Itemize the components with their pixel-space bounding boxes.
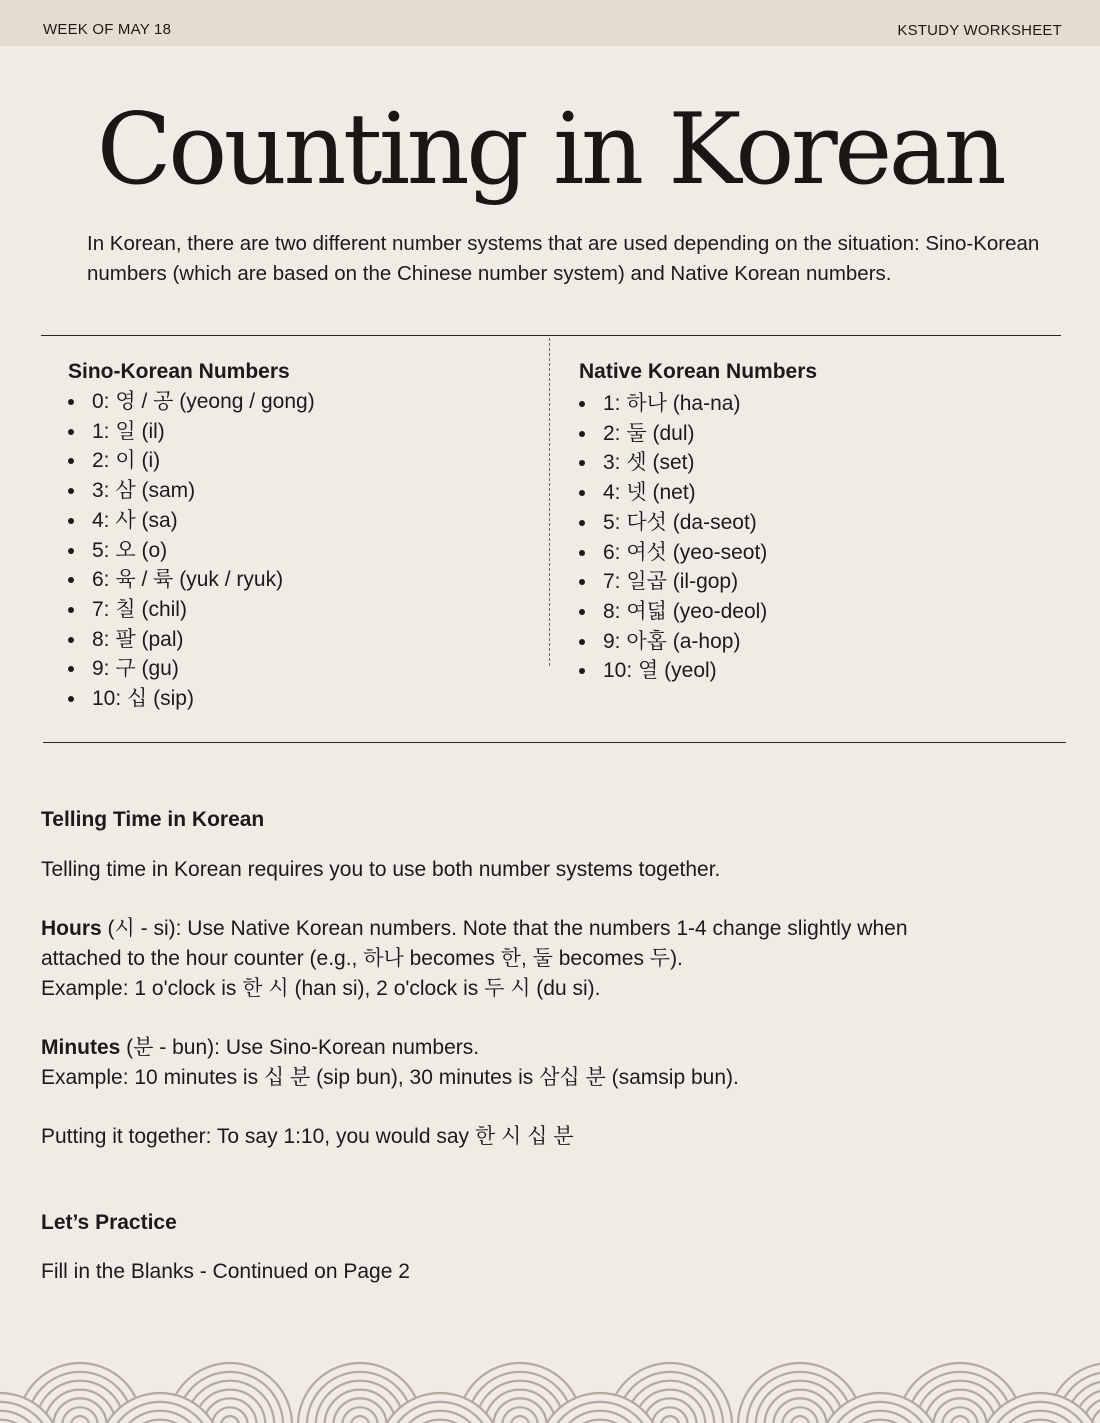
- page-title: Counting in Korean: [96, 93, 1004, 207]
- telling-time-intro: Telling time in Korean requires you to use both number systems together.: [41, 858, 721, 881]
- list-item: 2: 이 (i): [68, 446, 315, 476]
- native-korean-heading: Native Korean Numbers: [579, 360, 818, 383]
- list-item: 9: 구 (gu): [68, 654, 315, 684]
- minutes-paragraph: [41, 1033, 1041, 1093]
- list-item: 7: 칠 (chil): [68, 595, 315, 625]
- minutes-label: Minutes: [41, 1036, 121, 1059]
- bullet: [579, 668, 585, 674]
- header-band: [0, 0, 1100, 46]
- telling-time-heading: Telling Time in Korean: [41, 808, 265, 831]
- bullet: [579, 550, 585, 556]
- practice-heading: Let’s Practice: [41, 1211, 177, 1234]
- hours-line-1: Hours (시 - si): Use Native Korean numbers. Note that the numbers 1-4 change slightly when: [41, 917, 908, 940]
- minutes-example: Example: 10 minutes is 십 분 (sip bun), 30 minutes is 삼십 분 (samsip bun).: [41, 1066, 739, 1089]
- bullet: [68, 548, 74, 554]
- bullet: [579, 431, 585, 437]
- hours-label: Hours: [41, 917, 102, 940]
- list-item: 10: 열 (yeol): [579, 656, 817, 686]
- bullet: [579, 401, 585, 407]
- bullet: [579, 460, 585, 466]
- list-item: 7: 일곱 (il-gop): [579, 567, 817, 597]
- column-divider: [549, 338, 550, 666]
- bullet: [68, 696, 74, 702]
- list-item: 10: 십 (sip): [68, 684, 315, 714]
- list-item: 1: 일 (il): [68, 417, 315, 447]
- bullet: [68, 429, 74, 435]
- bullet: [68, 607, 74, 613]
- list-item: 4: 넷 (net): [579, 478, 817, 508]
- top-divider: [41, 335, 1061, 336]
- list-item: 3: 셋 (set): [579, 448, 817, 478]
- list-item: 1: 하나 (ha-na): [579, 389, 817, 419]
- list-item: 5: 오 (o): [68, 536, 315, 566]
- bullet: [579, 639, 585, 645]
- list-item: 9: 아홉 (a-hop): [579, 627, 817, 657]
- list-item: 2: 둘 (dul): [579, 419, 817, 449]
- list-item: 4: 사 (sa): [68, 506, 315, 536]
- sino-korean-list: [68, 387, 315, 714]
- list-item: 5: 다섯 (da-seot): [579, 508, 817, 538]
- intro-paragraph: In Korean, there are two different number systems that are used depending on the situation: Sino-Korean numbers (which are based on the Chinese number system) and Native Korean numbers.: [87, 232, 1040, 285]
- practice-text: Fill in the Blanks - Continued on Page 2: [41, 1260, 410, 1283]
- worksheet-label: KSTUDY WORKSHEET: [897, 22, 1062, 39]
- native-korean-column: [579, 357, 817, 686]
- list-item: 3: 삼 (sam): [68, 476, 315, 506]
- seigaiha-wave-pattern: [0, 1355, 1100, 1423]
- bullet: [579, 520, 585, 526]
- bullet: [68, 518, 74, 524]
- bullet: [579, 490, 585, 496]
- bullet: [68, 399, 74, 405]
- list-item: 6: 육 / 륙 (yuk / ryuk): [68, 565, 315, 595]
- hours-example: Example: 1 o'clock is 한 시 (han si), 2 o'clock is 두 시 (du si).: [41, 977, 601, 1000]
- putting-together: Putting it together: To say 1:10, you would say 한 시 십 분: [41, 1125, 574, 1148]
- hours-paragraph: [41, 914, 1041, 1004]
- minutes-line-1: Minutes (분 - bun): Use Sino-Korean numbers.: [41, 1036, 480, 1059]
- bullet: [68, 637, 74, 643]
- sino-korean-heading: Sino-Korean Numbers: [68, 360, 290, 383]
- bullet: [68, 458, 74, 464]
- list-item: 0: 영 / 공 (yeong / gong): [68, 387, 315, 417]
- list-item: 8: 여덟 (yeo-deol): [579, 597, 817, 627]
- list-item: 6: 여섯 (yeo-seot): [579, 538, 817, 568]
- bullet: [579, 609, 585, 615]
- native-korean-list: [579, 389, 817, 686]
- bullet: [579, 579, 585, 585]
- bullet: [68, 577, 74, 583]
- hours-line-2: attached to the hour counter (e.g., 하나 becomes 한, 둘 becomes 두).: [41, 947, 683, 970]
- bullet: [68, 488, 74, 494]
- list-item: 8: 팔 (pal): [68, 625, 315, 655]
- week-label: WEEK OF MAY 18: [43, 21, 172, 38]
- bottom-divider: [43, 742, 1066, 743]
- sino-korean-column: [68, 357, 315, 714]
- bullet: [68, 666, 74, 672]
